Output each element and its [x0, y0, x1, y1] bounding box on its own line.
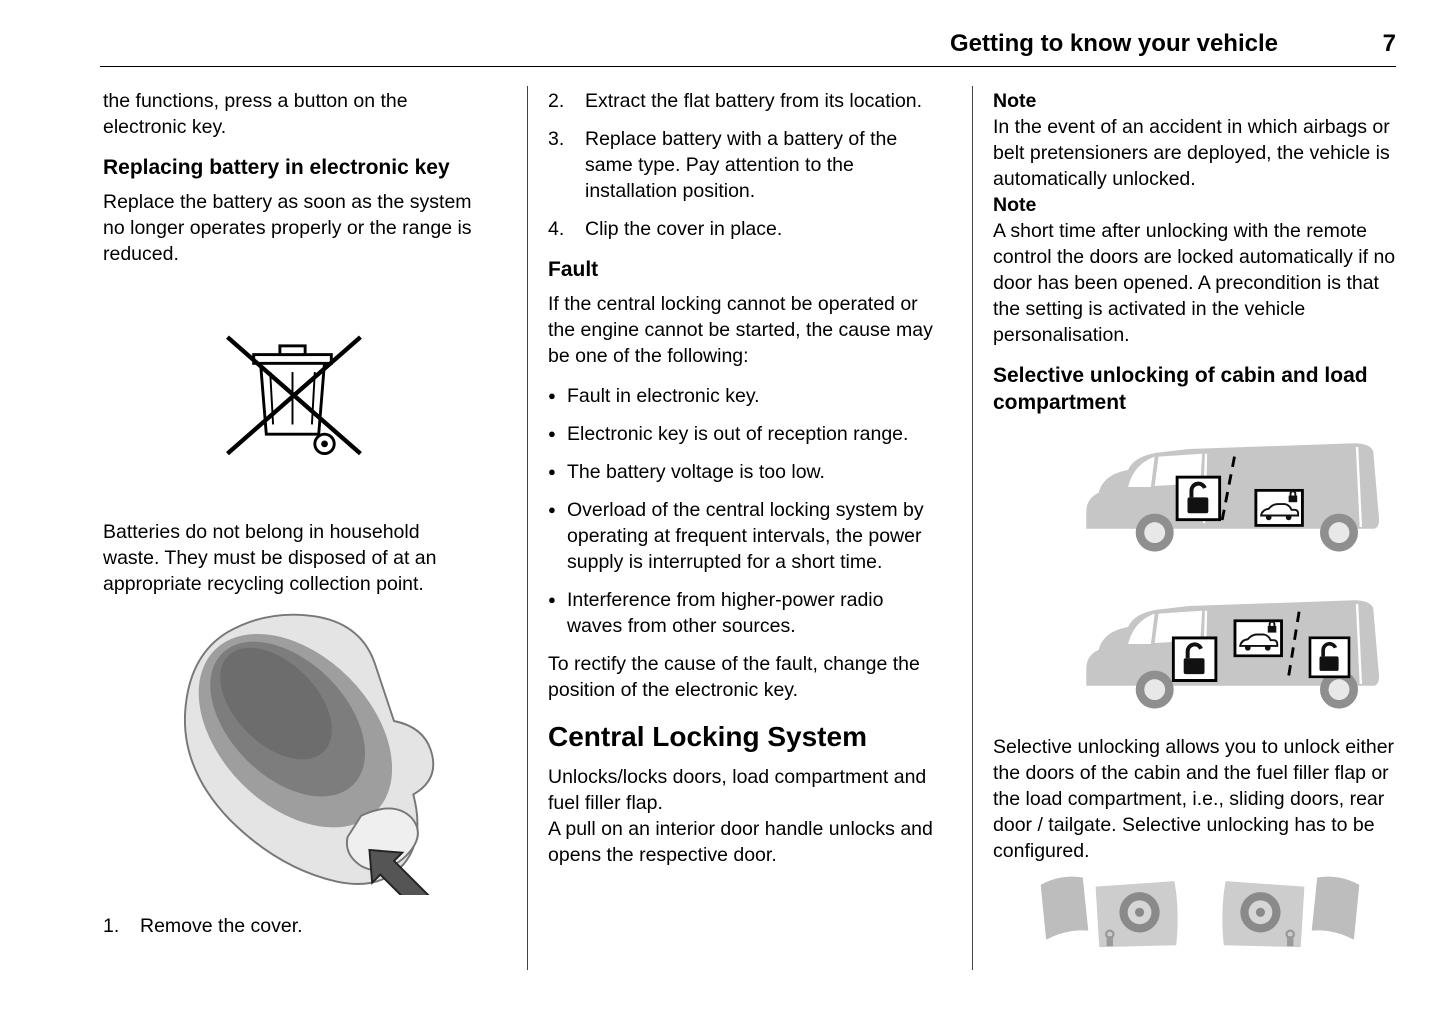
section-heading: Replacing battery in electronic key: [103, 156, 450, 179]
paragraph: Selective unlocking allows you to unlock either the doors of the cabin and the fuel filler flap or the load compartment, i.e., sliding doors, rear door / tailgate. Selective unlocking has to be configured.: [993, 736, 1395, 862]
step-number: 4.: [548, 218, 565, 240]
page-header: [100, 30, 1396, 58]
paragraph: If the central locking cannot be operated or the engine cannot be started, the cause may be one of the following:: [548, 293, 933, 367]
open-door-steering-wheel-icon: [1222, 877, 1359, 948]
fault-bullet: [548, 497, 944, 575]
step-number: 1.: [103, 915, 120, 937]
column-divider: [972, 86, 973, 970]
step-text: Clip the cover in place.: [585, 218, 783, 240]
weee-bin-icon: [210, 315, 375, 467]
door-unlock-illustration: [1035, 872, 1365, 959]
section-heading: Fault: [548, 258, 599, 281]
numbered-step: [103, 913, 481, 939]
paragraph: Batteries do not belong in household waste. They must be disposed of at an appropriate recycling collection point.: [103, 521, 437, 595]
bullet-text: ● Overload of the central locking system by operating at frequent intervals, the power supply is interrupted for a short time.: [567, 499, 924, 573]
note-text: In the event of an accident in which airbags or belt pretensioners are deployed, the vehicle is automatically unlocked.: [993, 116, 1390, 190]
bullet-text: ● Interference from higher-power radio waves from other sources.: [567, 589, 884, 637]
paragraph: Unlocks/locks doors, load compartment and fuel filler flap.: [548, 766, 927, 814]
paragraph: A pull on an interior door handle unlocks and opens the respective door.: [548, 818, 933, 866]
electronic-key-illustration: [169, 605, 474, 895]
bullet-text: ● The battery voltage is too low.: [567, 461, 825, 483]
step-number: 2.: [548, 90, 565, 112]
open-padlock-icon: [1177, 477, 1220, 520]
column-divider: [527, 86, 528, 970]
step-text: Replace battery with a battery of the same type. Pay attention to the installation position.: [585, 128, 898, 202]
fault-bullet: [548, 459, 944, 485]
paragraph: To rectify the cause of the fault, change the position of the electronic key.: [548, 653, 920, 701]
note-label: Note: [993, 194, 1037, 216]
page-number: 7: [1382, 30, 1396, 57]
bullet-text: ● Fault in electronic key.: [567, 385, 760, 407]
numbered-step: [548, 126, 944, 204]
paragraph: Replace the battery as soon as the system no longer operates properly or the range is reduced.: [103, 191, 472, 265]
column-3: [993, 88, 1397, 959]
van-load-unlock-illustration: [1072, 587, 1397, 720]
numbered-step: [548, 216, 944, 242]
note-text: A short time after unlocking with the remote control the doors are locked automatically if no door has been opened. A precondition is that the setting is activated in the vehicle personalisation.: [993, 220, 1396, 346]
step-number: 3.: [548, 128, 565, 150]
fault-bullet: [548, 587, 944, 639]
open-door-steering-wheel-icon: [1041, 877, 1178, 948]
bullet-text: ● Electronic key is out of reception range.: [567, 423, 909, 445]
car-with-padlock-icon: [1256, 490, 1303, 525]
chapter-title: Getting to know your vehicle: [949, 30, 1278, 57]
numbered-step: [548, 88, 944, 114]
fault-bullet: [548, 421, 944, 447]
column-2: [548, 88, 944, 868]
open-padlock-icon: [1173, 638, 1216, 681]
section-heading: Selective unlocking of cabin and load compartment: [993, 364, 1368, 414]
open-padlock-icon: [1310, 638, 1349, 677]
car-with-padlock-icon: [1235, 621, 1282, 656]
van-cabin-unlock-illustration: [1072, 430, 1397, 563]
paragraph: the functions, press a button on the electronic key.: [103, 90, 408, 138]
note-label: Note: [993, 90, 1037, 112]
chapter-section-heading: Central Locking System: [548, 721, 867, 752]
step-text: Remove the cover.: [140, 915, 303, 937]
header-rule: [100, 66, 1396, 67]
column-1: [103, 88, 481, 951]
step-text: Extract the flat battery from its location.: [585, 90, 923, 112]
fault-bullet: [548, 383, 944, 409]
